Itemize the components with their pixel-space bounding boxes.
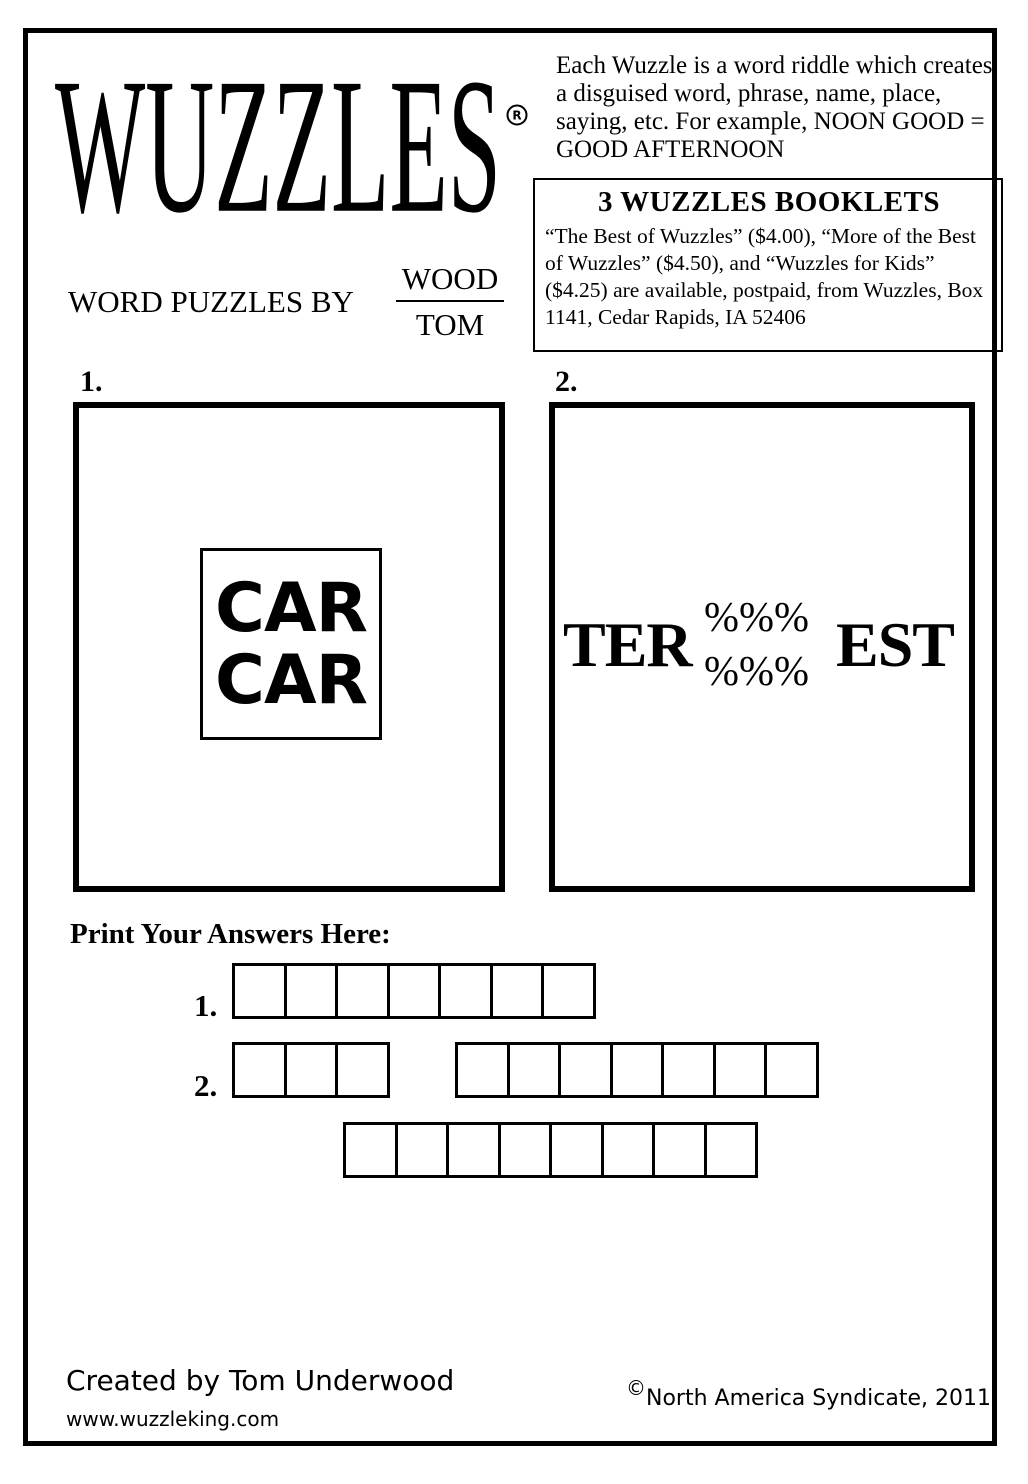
puzzle-2-bottom: %%% (704, 649, 809, 695)
byline-top: WOOD (401, 261, 499, 296)
answer-letter-box[interactable] (507, 1042, 562, 1098)
syndicate-text: North America Syndicate, 2011 (646, 1386, 991, 1411)
booklets-title: 3 WUZZLES BOOKLETS (597, 186, 941, 218)
answer-letter-box[interactable] (549, 1122, 604, 1178)
byline-fraction (388, 260, 512, 344)
booklets-box (533, 178, 1003, 352)
answer-row-1-label: 1. (194, 988, 218, 1023)
byline-bottom: TOM (415, 307, 485, 342)
svg-text:R: R (512, 108, 522, 123)
answer-letter-box[interactable] (541, 963, 596, 1019)
answer-letter-box[interactable] (232, 963, 287, 1019)
answer-letter-box[interactable] (284, 963, 339, 1019)
website-link[interactable]: www.wuzzleking.com (66, 1407, 280, 1431)
answer-letter-box[interactable] (498, 1122, 553, 1178)
answer-letter-box[interactable] (335, 1042, 390, 1098)
answer-letter-box[interactable] (610, 1042, 665, 1098)
answer-1-word-1 (232, 963, 596, 1019)
answer-letter-box[interactable] (713, 1042, 768, 1098)
answer-letter-box[interactable] (438, 963, 493, 1019)
answer-letter-box[interactable] (387, 963, 442, 1019)
fraction-bar (396, 300, 504, 302)
puzzle-1-number: 1. (80, 365, 103, 398)
answer-letter-box[interactable] (558, 1042, 613, 1098)
answer-row-2-label: 2. (194, 1068, 218, 1103)
puzzle-2-left: TER (563, 609, 692, 680)
answer-letter-box[interactable] (335, 963, 390, 1019)
puzzle-1-line-2: CAR (215, 641, 367, 720)
answer-letter-box[interactable] (652, 1122, 707, 1178)
intro-text: Each Wuzzle is a word riddle which creates a disguised word, phrase, name, place, saying, etc. For example, NOON GOOD = GOOD AFTERNOON (556, 52, 993, 163)
answer-letter-box[interactable] (395, 1122, 450, 1178)
credit-text: Created by Tom Underwood (66, 1364, 455, 1397)
registered-mark-icon (506, 104, 528, 126)
byline-prefix: WORD PUZZLES BY (68, 284, 354, 319)
logo-text: WUZZLES (55, 70, 501, 240)
puzzle-1-line-1: CAR (215, 569, 367, 648)
answer-letter-box[interactable] (601, 1122, 656, 1178)
answer-letter-box[interactable] (764, 1042, 819, 1098)
answer-2-word-2 (455, 1042, 819, 1098)
answer-letter-box[interactable] (284, 1042, 339, 1098)
answer-letter-box[interactable] (490, 963, 545, 1019)
booklets-text: “The Best of Wuzzles” ($4.00), “More of the Best of Wuzzles” ($4.50), and “Wuzzles for Kids” ($4.25) are available, postpaid, from Wuzzles, Box 1141, Cedar Rapids, IA 52406 (545, 224, 984, 329)
copyright-icon: © (626, 1376, 646, 1400)
puzzle-2-number: 2. (555, 365, 578, 398)
answer-letter-box[interactable] (446, 1122, 501, 1178)
answer-letter-box[interactable] (455, 1042, 510, 1098)
puzzle-2-top: %%% (704, 595, 809, 641)
answer-letter-box[interactable] (661, 1042, 716, 1098)
answer-letter-box[interactable] (343, 1122, 398, 1178)
answers-label: Print Your Answers Here: (70, 918, 391, 950)
puzzle-1-inner-box (200, 548, 382, 740)
answer-2-word-3 (343, 1122, 758, 1178)
answer-letter-box[interactable] (704, 1122, 759, 1178)
answer-letter-box[interactable] (232, 1042, 287, 1098)
answer-2-word-1 (232, 1042, 390, 1098)
puzzle-2-right: EST (836, 609, 954, 680)
wuzzles-logo (55, 70, 505, 240)
